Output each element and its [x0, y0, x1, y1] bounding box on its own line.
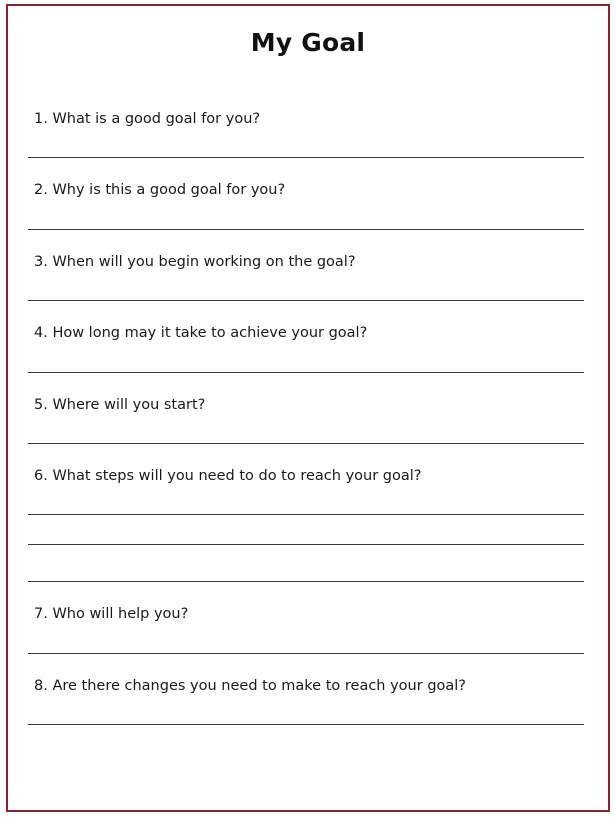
question-block [28, 678, 584, 725]
question-block [28, 325, 584, 396]
question-text: 7. Who will help you? [34, 606, 189, 623]
question-text: 3. When will you begin working on the goal? [34, 253, 356, 270]
question-block [28, 397, 584, 468]
question-block [28, 182, 584, 253]
question-text: 6. What steps will you need to do to reach your goal? [34, 467, 422, 484]
question-text: 8. Are there changes you need to make to reach your goal? [34, 677, 466, 694]
worksheet-sheet [18, 14, 598, 801]
question-block [28, 606, 584, 677]
question-text: 4. How long may it take to achieve your goal? [34, 325, 368, 342]
page-title: My Goal [250, 28, 366, 57]
answer-line[interactable] [28, 724, 584, 725]
page-border-frame [6, 4, 610, 812]
question-text: 2. Why is this a good goal for you? [34, 182, 286, 199]
questions-list [18, 111, 598, 725]
question-text: 1. What is a good goal for you? [34, 111, 261, 127]
question-text: 5. Where will you start? [34, 396, 206, 413]
question-block [28, 468, 584, 606]
question-block [28, 254, 584, 325]
question-block [28, 111, 584, 182]
